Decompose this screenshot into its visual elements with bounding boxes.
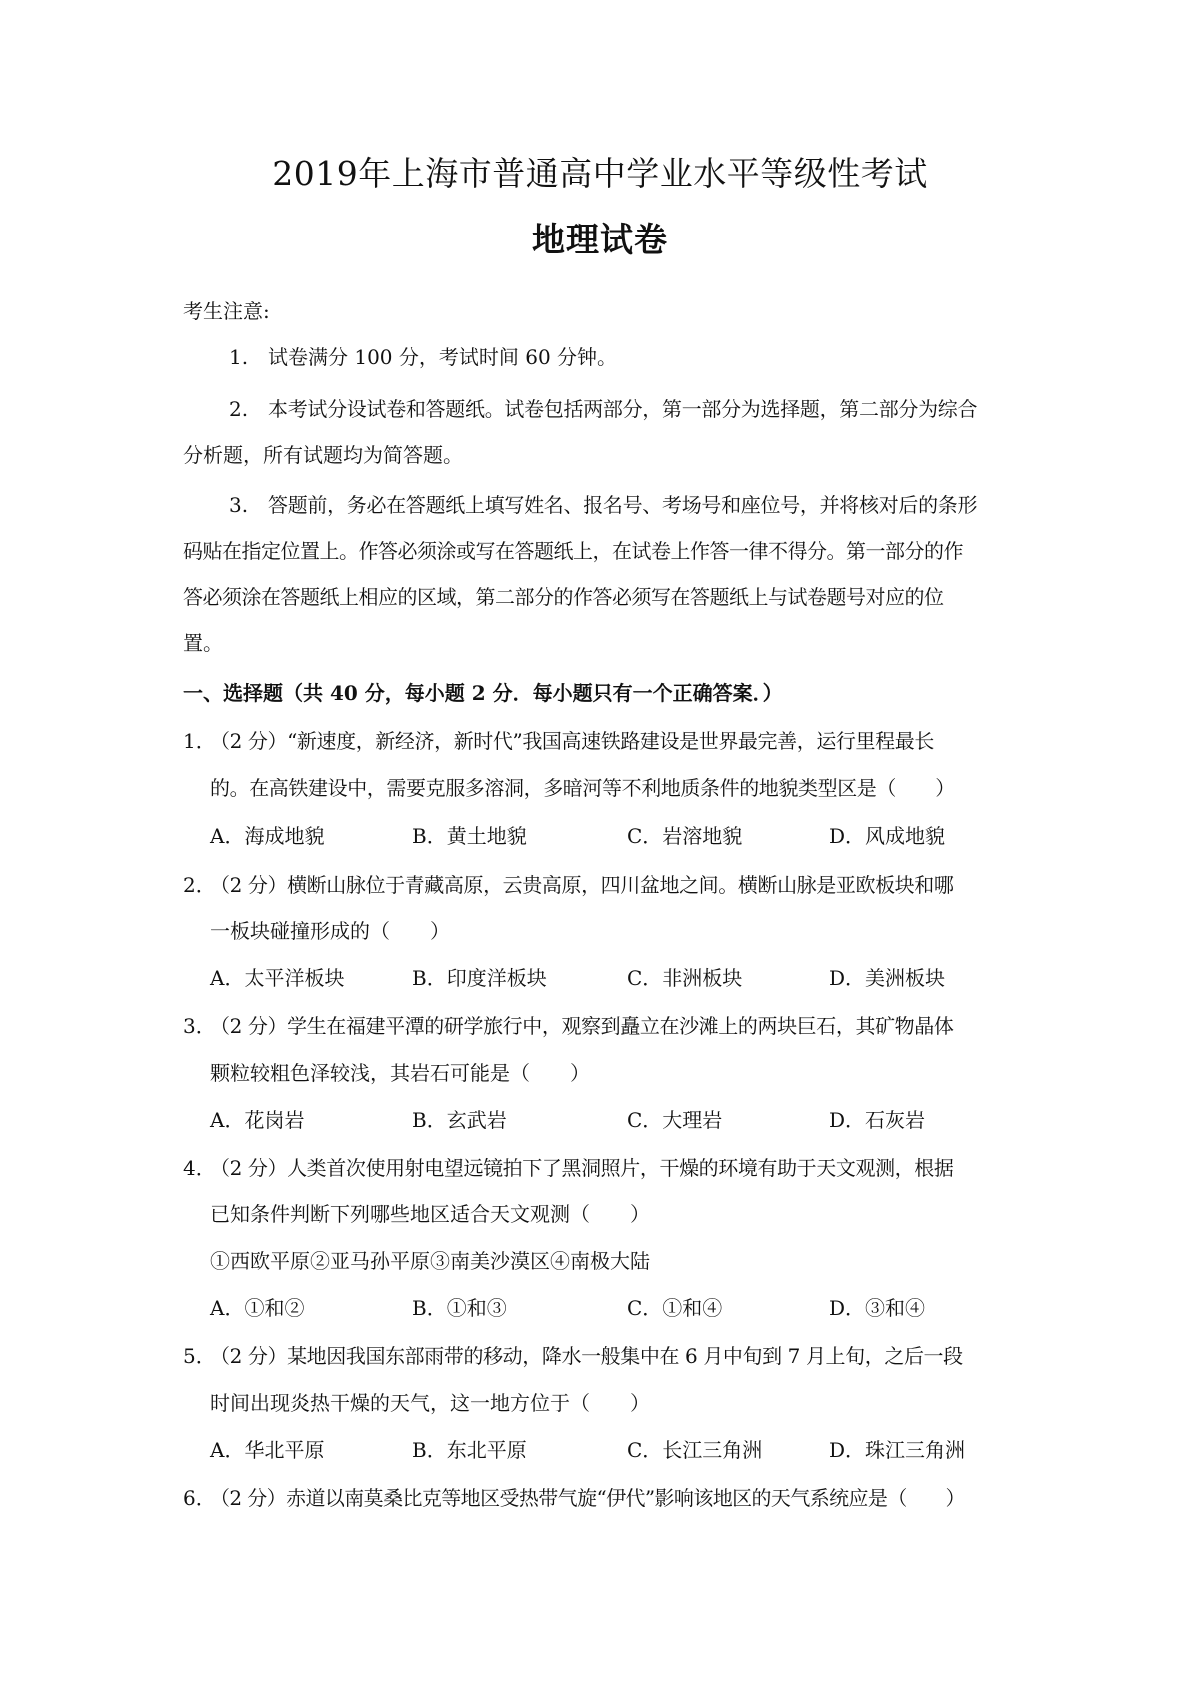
question-number: 3．: [183, 1014, 216, 1038]
notice-item-number: 1.: [229, 345, 249, 369]
question-text: （2 分）学生在福建平潭的研学旅行中，观察到矗立在沙滩上的两块巨石，其矿物晶体: [210, 1014, 954, 1038]
notice-item-text: 本考试分设试卷和答题纸。试卷包括两部分，第一部分为选择题，第二部分为综合: [268, 397, 978, 421]
notice-item-text: 分析题，所有试题均为简答题。: [183, 443, 463, 467]
option-c: C．大理岩: [627, 1108, 723, 1132]
exam-title: 2019年上海市普通高中学业水平等级性考试: [272, 154, 928, 193]
question-number: 1．: [183, 729, 216, 753]
option-c: C．岩溶地貌: [627, 824, 743, 848]
question-number: 5．: [183, 1344, 216, 1368]
option-a: A．华北平原: [210, 1438, 325, 1462]
section-heading: 一、选择题（共 40 分，每小题 2 分．每小题只有一个正确答案．）: [183, 681, 783, 705]
option-a: A．花岗岩: [210, 1108, 305, 1132]
question-number: 2．: [183, 873, 216, 897]
question-text: 一板块碰撞形成的（ ）: [210, 919, 450, 943]
option-d: D．美洲板块: [829, 966, 946, 990]
question-text: 颗粒较粗色泽较浅，其岩石可能是（ ）: [210, 1061, 590, 1085]
option-b: B．印度洋板块: [412, 966, 547, 990]
option-a: A．太平洋板块: [210, 966, 345, 990]
notice-heading: 考生注意:: [183, 299, 270, 323]
option-c: C．①和④: [627, 1296, 723, 1320]
notice-item-text: 码贴在指定位置上。作答必须涂或写在答题纸上，在试卷上作答一律不得分。第一部分的作: [183, 539, 963, 563]
question-text: 时间出现炎热干燥的天气，这一地方位于（ ）: [210, 1391, 650, 1415]
option-b: B．玄武岩: [412, 1108, 507, 1132]
option-a: A．①和②: [210, 1296, 305, 1320]
option-d: D．风成地貌: [829, 824, 946, 848]
question-text: （2 分）“新速度，新经济，新时代”我国高速铁路建设是世界最完善，运行里程最长: [210, 729, 934, 753]
question-text: （2 分）赤道以南莫桑比克等地区受热带气旋“伊代”影响该地区的天气系统应是（ ）: [210, 1486, 965, 1510]
option-b: B．黄土地貌: [412, 824, 527, 848]
option-d: D．珠江三角洲: [829, 1438, 966, 1462]
question-text: （2 分）人类首次使用射电望远镜拍下了黑洞照片，干燥的环境有助于天文观测，根据: [210, 1156, 954, 1180]
option-c: C．长江三角洲: [627, 1438, 763, 1462]
option-a: A．海成地貌: [210, 824, 325, 848]
option-b: B．①和③: [412, 1296, 507, 1320]
notice-item-text: 答必须涂在答题纸上相应的区域，第二部分的作答必须写在答题纸上与试卷题号对应的位: [183, 585, 944, 609]
option-b: B．东北平原: [412, 1438, 527, 1462]
notice-item-text: 答题前，务必在答题纸上填写姓名、报名号、考场号和座位号，并将核对后的条形: [268, 493, 978, 517]
option-d: D．石灰岩: [829, 1108, 926, 1132]
notice-item-number: 3.: [229, 493, 249, 517]
exam-subtitle: 地理试卷: [532, 220, 668, 259]
notice-item-number: 2.: [229, 397, 249, 421]
question-text: 已知条件判断下列哪些地区适合天文观测（ ）: [210, 1202, 650, 1226]
notice-item-text: 置。: [183, 631, 223, 655]
question-text: （2 分）某地因我国东部雨带的移动，降水一般集中在 6 月中旬到 7 月上旬，之后一段: [210, 1344, 963, 1368]
option-d: D．③和④: [829, 1296, 926, 1320]
question-number: 6．: [183, 1486, 216, 1510]
question-text: ①西欧平原②亚马孙平原③南美沙漠区④南极大陆: [210, 1249, 650, 1273]
question-text: 的。在高铁建设中，需要克服多溶洞，多暗河等不利地质条件的地貌类型区是（ ）: [210, 776, 955, 800]
question-number: 4．: [183, 1156, 216, 1180]
option-c: C．非洲板块: [627, 966, 743, 990]
notice-item-text: 试卷满分 100 分，考试时间 60 分钟。: [268, 345, 618, 369]
question-text: （2 分）横断山脉位于青藏高原，云贵高原，四川盆地之间。横断山脉是亚欧板块和哪: [210, 873, 954, 897]
